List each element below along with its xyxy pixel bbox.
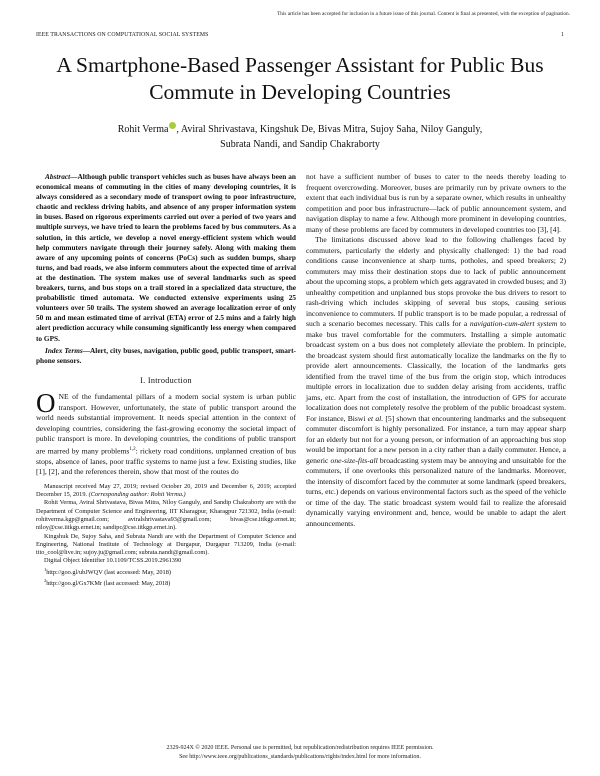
footnotes <box>36 483 296 589</box>
affiliation-1: Rohit Verma, Aviral Shrivastava, Bivas Mitra, Niloy Ganguly, and Sandip Chakraborty are with the Department of Computer Science and Engineering, IIT Kharagpur, Kharagpur 721302, India (e-mail: rohitverma.kgp@gmail.com; aviralshrivastava93@gmail.com; bivas@cse.iitkgp.ernet.in; niloy@cse.iitkgp.ernet.in; sandipc@cse.iitkgp.ernet.in). <box>36 499 296 532</box>
section-heading <box>36 376 296 387</box>
authors-rest: , Aviral Shrivastava, Kingshuk De, Bivas Mitra, Sujoy Saha, Niloy Ganguly, <box>176 124 483 135</box>
manuscript-dates: Manuscript received May 27, 2019; revised October 20, 2019 and December 6, 2019; accepted December 15, 2019. (Corresponding author: Rohit Verma.) <box>36 482 296 499</box>
right-paragraph-2: The limitations discussed above lead to the following challenges faced by commuters, particularly the elderly and physically challenged: 1) the bad road conditions cause inconvenience at sharp turns, potholes, and speed breakers; 2) commuters may miss their destination stops due to lack of public announcement about the upcoming stops, a problem which gets aggravated in crowded buses; and 3) unhealthy competition and unplanned bus stops provoke the bus drivers to resort to rash-driving which includes skipping of several bus stops, causing serious inconvenience to commuters. If public transport is to be made popular, a redressal of such a scenario becomes necessary. This calls for a navigation-cum-alert system to make bus travel comfortable for the commuters. Installing a simple automatic broadcast system on a bus does not completely alleviate the problem. In principle, the broadcast system should first automatically localize the landmarks on the fly to provide alert announcements. Classically, the location of the landmarks gets identified from the travel time of the bus from the origin stop, which introduces multiple errors in localization due to sudden delay arising from accidents, traffic jams, etc. Apart from the cost of installation, the introduction of GPS for accurate localization does not completely resolve the problem of the public broadcast system. For instance, Biswi et al. [5] shown that encountering landmarks and the subsequent commuter discomfort is highly personalized. For instance, a turn may appear sharp for an elderly but not for a young person, or information of an approaching bus stop would be important for a new person in a city rather than a daily commuter. Hence, a generic one-size-fits-all broadcasting system may be annoying and unsuitable for the commuters, if one overlooks this personalized nature of the landmarks. Moreover, the intensity of discomfort faced by the commuter at some landmark (speed breakers, turns, etc.) depends on various environmental factors such as the speed of the vehicle or time of the day. The static broadcast system would fail to realize the aforesaid dynamically varying environment and, hence, would be unable to adapt the alert announcements. <box>306 235 566 528</box>
running-header <box>36 32 564 38</box>
intro-text-tail: : rickety road conditions, unplanned creation of bus stops, absence of lanes, poor traffic systems to name just a few. Existing studies, like [1], [2], and the references therein, show that most of the routes do <box>36 446 296 477</box>
journal-name: IEEE TRANSACTIONS ON COMPUTATIONAL SOCIAL SYSTEMS <box>36 32 209 38</box>
index-terms-label: Index Terms <box>45 345 83 355</box>
author-list <box>70 122 530 152</box>
acceptance-notice: This article has been accepted for inclusion in a future issue of this journal. Content is final as presented, with the exception of pagination. <box>276 11 570 17</box>
right-column <box>306 172 566 529</box>
section-title: I. Introduction <box>140 375 192 385</box>
copyright-line: 2329-924X © 2020 IEEE. Personal use is permitted, but republication/redistribution requires IEEE permission. <box>166 745 434 751</box>
index-terms-text: —Alert, city buses, navigation, public good, public transport, smart-phone sensors. <box>36 345 296 365</box>
intro-text: of the fundamental pillars of a modern social system is urban public transport. However, unfortunately, the state of public transport around the world needs substantial improvement. It needs special attention in the context of developing countries, considering the fast-growing economy the societal impact of public transport is more. In developing countries, the conditions of public transport are marred by many problems <box>36 392 296 456</box>
emphasis-et-al: et al. <box>367 413 384 423</box>
intro-paragraph <box>36 388 296 478</box>
intro-smallcaps: NE <box>58 392 69 402</box>
right-paragraph-1: not have a sufficient number of buses to cater to the needs thereby leading to frequent overcrowding. Moreover, buses are primarily run by private owners to the extent that each individual bus is run by a separate owner, which results in unhealthy competition and poor bus infrastructure—lack of public announcement system, and navigation display to name a few. Although more prominent in developing countries, many of these problems are faced by commuters in developed countries too [3], [4]. <box>306 172 566 234</box>
page-number: 1 <box>561 32 564 38</box>
footnote-1: $^1$http://goo.gl/ubJWQV (last accessed: May, 2018) <box>44 566 171 576</box>
rights-link[interactable]: See http://www.ieee.org/publications_standards/publications/rights/index.html for more information. <box>179 754 421 760</box>
left-column <box>36 172 296 589</box>
emphasis-one-size: one-size-fits-all <box>330 455 378 465</box>
paper-title: A Smartphone-Based Passenger Assistant for Public Bus Commute in Developing Countries <box>56 53 544 104</box>
abstract <box>36 172 296 344</box>
footnote-2-link[interactable]: http://goo.gl/Gx7KMr (last accessed: May, 2018) <box>46 580 171 588</box>
footnote-2: $^2$http://goo.gl/Gx7KMr (last accessed: May, 2018) <box>44 578 171 588</box>
copyright-footer <box>30 744 570 762</box>
emphasis-navigation: navigation-cum-alert system <box>469 319 558 328</box>
affiliation-2: Kingshuk De, Sujoy Saha, and Subrata Nandi are with the Department of Computer Science and Engineering, National Institute of Technology at Durgapur, Durgapur 713209, India (e-mail: tito_cool@live.in; sujoy.ju@gmail.com; subrata.nandi@gmail.com). <box>36 532 296 557</box>
corresponding-author: (Corresponding author: Rohit Verma.) <box>88 491 186 499</box>
authors-line-2: Subrata Nandi, and Sandip Chakraborty <box>220 139 380 150</box>
first-author: Rohit Verma <box>117 124 169 135</box>
drop-cap: O <box>36 388 56 419</box>
footnote-ref[interactable]: 1,2 <box>129 446 136 452</box>
footnote-1-link[interactable]: http://goo.gl/ubJWQV (last accessed: May, 2018) <box>46 568 171 576</box>
abstract-label: Abstract <box>45 172 71 181</box>
index-terms <box>36 346 296 366</box>
doi[interactable]: Digital Object Identifier 10.1109/TCSS.2019.2961390 <box>44 557 182 565</box>
abstract-text: —Although public transport vehicles such as buses have always been an economical means of commuting in the cities of many developing countries, it is always considered as a secondary mode of transport owing to poor infrastructure, chaotic and reckless driving habits, and absence of any proper information system in buses. Based on rigorous experiments carried out over a period of two years and multiple surveys, we have tried to learn the problems faced by bus commuters. As a solution, in this article, we develop a novel energy-efficient system which would help commuters navigate through their journey safely. Along with making them aware of any upcoming points of concerns (PoCs) such as sudden bumps, sharp turns, and bad roads, we also inform commuters about the expected time of arrival at the destination. The system makes use of several landmarks such as speed breakers, turns, and bus stops on a trail stored in a specialized data structure, the probabilistic timed automata. We conducted extensive experiments using 25 volunteers over 50 trails. The system showed an average localization error of only 50 m and mean estimated time of arrival (ETA) error of 2.5 mins and a fairly high alert prediction accuracy while consuming significantly less energy when compared to GPS. <box>36 172 296 343</box>
